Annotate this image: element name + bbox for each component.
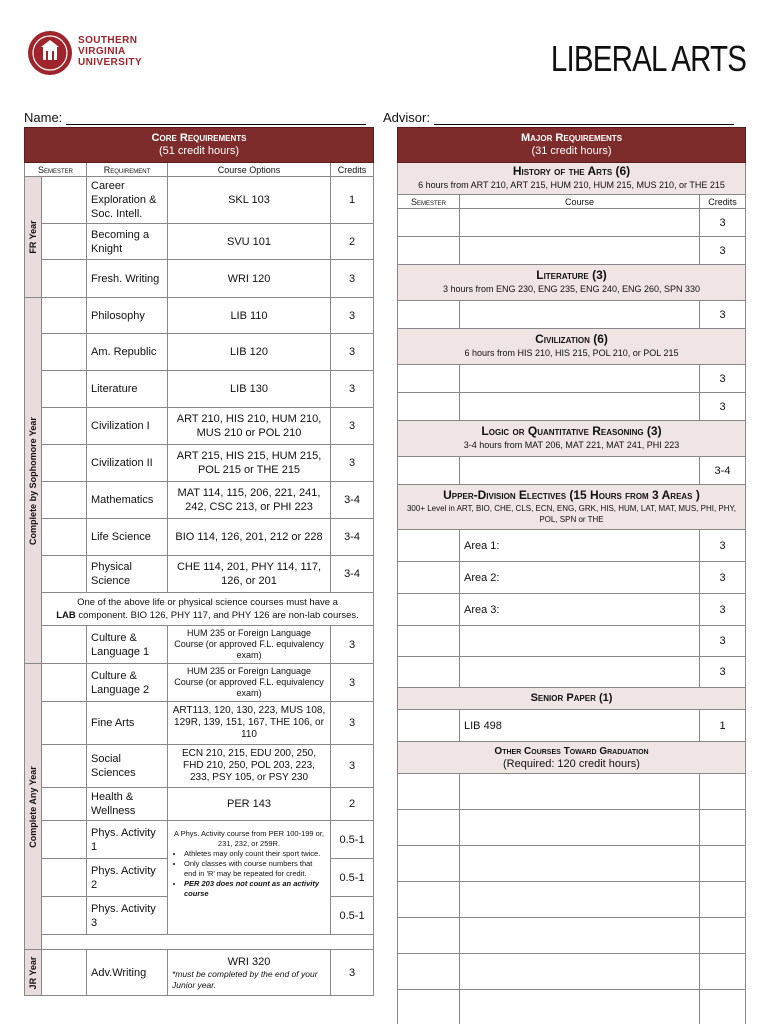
table-row (398, 990, 746, 1024)
name-blank[interactable] (66, 113, 366, 125)
table-row (398, 237, 746, 265)
semester-cell[interactable] (42, 371, 87, 408)
course-cell[interactable] (460, 301, 700, 329)
credits-cell: 2 (331, 788, 374, 821)
credits-cell: 0.5-1 (331, 897, 374, 935)
col-course-options: Course Options (168, 163, 331, 177)
course-cell[interactable] (460, 365, 700, 393)
credits-cell: 1 (700, 710, 746, 742)
civilization-section (398, 329, 746, 365)
credits-cell[interactable] (700, 918, 746, 954)
course-cell[interactable] (460, 457, 700, 485)
table-row (398, 594, 746, 626)
course-options-cell (168, 950, 331, 996)
table-row (25, 260, 374, 298)
credits-cell: 3 (331, 371, 374, 408)
logo-line: UNIVERSITY (78, 57, 143, 68)
name-label: Name: (24, 110, 63, 125)
side-label: JR Year (28, 956, 38, 989)
logo-line: VIRGINIA (78, 46, 126, 57)
section-subtitle: 3 hours from ENG 230, ENG 235, ENG 240, ENG 260, SPN 330 (442, 284, 701, 294)
advisor-label: Advisor: (383, 110, 430, 125)
credits-cell: 3 (331, 298, 374, 334)
table-row (25, 950, 374, 996)
semester-cell[interactable] (42, 224, 87, 260)
requirement-cell: Am. Republic (87, 334, 168, 371)
lab-note-text: One of the above life or physical science courses must have a (77, 597, 338, 608)
semester-cell[interactable] (42, 897, 87, 935)
table-row (398, 626, 746, 657)
pa-note-text: A Phys. Activity course from PER 100-199 or, 231, 232, or 259R. (173, 829, 325, 848)
pa-note-item: • Only classes with course numbers that end in 'R' may be repeated for credit. (184, 859, 326, 879)
requirement-cell: Phys. Activity 2 (87, 859, 168, 897)
credits-cell: 3 (700, 562, 746, 594)
phys-activity-note (168, 821, 331, 935)
core-title: Core Requirements (151, 132, 247, 144)
history-arts-section (398, 163, 746, 195)
credits-cell: 3 (700, 530, 746, 562)
course-options-cell: SKL 103 (168, 177, 331, 224)
table-row (398, 918, 746, 954)
course-option: WRI 320 (227, 955, 271, 968)
table-row (398, 657, 746, 688)
semester-cell[interactable] (398, 626, 460, 657)
semester-cell[interactable] (42, 519, 87, 556)
side-fr-year (25, 177, 42, 298)
credits-cell: 3 (700, 209, 746, 237)
course-options-cell: BIO 114, 126, 201, 212 or 228 (168, 519, 331, 556)
requirement-cell: Adv.Writing (87, 950, 168, 996)
table-row (398, 882, 746, 918)
requirement-cell: Phys. Activity 3 (87, 897, 168, 935)
core-subtitle: (51 credit hours) (158, 145, 240, 157)
table-row (398, 774, 746, 810)
table-row (25, 556, 374, 593)
credits-cell[interactable] (700, 882, 746, 918)
credits-cell: 3 (331, 702, 374, 745)
course-cell[interactable] (460, 954, 700, 990)
course-cell[interactable] (460, 393, 700, 421)
semester-cell[interactable] (398, 810, 460, 846)
credits-cell: 1 (331, 177, 374, 224)
section-subtitle: 6 hours from HIS 210, HIS 215, POL 210, or POL 215 (464, 348, 679, 358)
semester-cell[interactable] (42, 260, 87, 298)
table-row (25, 626, 374, 664)
semester-cell[interactable] (42, 821, 87, 859)
credits-cell: 3 (331, 334, 374, 371)
name-field[interactable] (24, 110, 366, 125)
course-options-cell: PER 143 (168, 788, 331, 821)
table-row (398, 301, 746, 329)
wri-note: *must be completed by the end of your Junior year. (172, 968, 318, 990)
table-row (25, 334, 374, 371)
credits-cell: 3-4 (331, 556, 374, 593)
semester-cell[interactable] (42, 702, 87, 745)
advisor-field[interactable] (383, 110, 734, 125)
area-cell[interactable] (460, 657, 700, 688)
table-row (25, 371, 374, 408)
requirement-cell: Health & Wellness (87, 788, 168, 821)
section-subtitle: 3-4 hours from MAT 206, MAT 221, MAT 241, PHI 223 (463, 440, 680, 450)
table-row (25, 702, 374, 745)
course-options-cell: WRI 120 (168, 260, 331, 298)
table-row (25, 224, 374, 260)
side-jr-year (25, 950, 42, 996)
semester-cell[interactable] (42, 177, 87, 224)
section-subtitle: (Required: 120 credit hours) (503, 757, 640, 770)
major-title: Major Requirements (520, 132, 623, 144)
requirement-cell: Career Exploration & Soc. Intell. (87, 177, 168, 224)
credits-cell: 3 (331, 950, 374, 996)
col-credits: Credits (331, 163, 374, 177)
requirement-cell: Civilization II (87, 445, 168, 482)
course-options-cell: CHE 114, 201, PHY 114, 117, 126, or 201 (168, 556, 331, 593)
credits-cell: 3 (700, 626, 746, 657)
core-header (25, 128, 374, 163)
table-row (398, 710, 746, 742)
course-options-cell: MAT 114, 115, 206, 221, 241, 242, CSC 213, or PHI 223 (168, 482, 331, 519)
semester-cell[interactable] (42, 556, 87, 593)
university-name (78, 35, 142, 68)
course-cell[interactable] (460, 237, 700, 265)
requirement-cell: Mathematics (87, 482, 168, 519)
semester-cell[interactable] (42, 950, 87, 996)
requirement-cell: Phys. Activity 1 (87, 821, 168, 859)
requirement-cell: Social Sciences (87, 745, 168, 788)
credits-cell[interactable] (700, 990, 746, 1024)
section-title: Civilization (6) (535, 332, 608, 346)
lab-note-bold: LAB (56, 610, 76, 621)
semester-cell[interactable] (398, 365, 460, 393)
course-cell[interactable]: LIB 498 (460, 710, 700, 742)
semester-cell[interactable] (42, 788, 87, 821)
side-any-year (25, 664, 42, 950)
credits-cell: 0.5-1 (331, 859, 374, 897)
table-row (25, 788, 374, 821)
course-options-cell: HUM 235 or Foreign Language Course (or approved F.L. equivalency exam) (168, 664, 331, 702)
credits-cell: 3 (700, 393, 746, 421)
course-cell[interactable] (460, 990, 700, 1024)
course-options-cell: SVU 101 (168, 224, 331, 260)
requirement-cell: Philosophy (87, 298, 168, 334)
area-cell[interactable]: Area 1: (460, 530, 700, 562)
semester-cell[interactable] (398, 657, 460, 688)
table-row (25, 664, 374, 702)
table-row (398, 810, 746, 846)
credits-cell: 3 (331, 626, 374, 664)
table-row (25, 482, 374, 519)
requirement-cell: Life Science (87, 519, 168, 556)
col-semester: Semester (25, 163, 87, 177)
logic-section (398, 421, 746, 457)
course-options-cell: LIB 120 (168, 334, 331, 371)
course-options-cell: ART 210, HIS 210, HUM 210, MUS 210 or POL 210 (168, 408, 331, 445)
pa-note-item: • Athletes may only count their sport twice. (184, 849, 326, 859)
credits-cell[interactable] (700, 810, 746, 846)
table-row (25, 821, 374, 859)
credits-cell: 3 (700, 657, 746, 688)
requirement-cell: Becoming a Knight (87, 224, 168, 260)
side-label: FR Year (28, 220, 38, 254)
table-row (398, 365, 746, 393)
upper-division-section (398, 485, 746, 530)
semester-cell[interactable] (398, 990, 460, 1024)
semester-cell[interactable] (398, 954, 460, 990)
other-courses-section (398, 742, 746, 774)
credits-cell[interactable] (700, 954, 746, 990)
core-requirements-table (24, 127, 374, 996)
semester-cell[interactable] (42, 298, 87, 334)
credits-cell: 3 (331, 445, 374, 482)
col-credits: Credits (700, 195, 746, 209)
table-row (398, 562, 746, 594)
credits-cell: 3 (331, 745, 374, 788)
course-options-cell: LIB 130 (168, 371, 331, 408)
requirement-cell: Physical Science (87, 556, 168, 593)
course-cell[interactable] (460, 882, 700, 918)
semester-cell[interactable] (42, 859, 87, 897)
requirement-cell: Culture & Language 1 (87, 626, 168, 664)
requirement-cell: Fine Arts (87, 702, 168, 745)
table-row (398, 846, 746, 882)
credits-cell[interactable] (700, 846, 746, 882)
logo-line: SOUTHERN (78, 35, 138, 46)
semester-cell[interactable] (398, 882, 460, 918)
course-options-cell: ECN 210, 215, EDU 200, 250, FHD 210, 250, POL 203, 223, 233, PSY 105, or PSY 230 (168, 745, 331, 788)
side-sophomore-year (25, 298, 42, 664)
section-title: Senior Paper (1) (530, 692, 613, 704)
course-cell[interactable] (460, 810, 700, 846)
side-label: Complete by Sophomore Year (28, 416, 38, 545)
semester-cell[interactable] (398, 301, 460, 329)
credits-cell: 3 (700, 594, 746, 626)
semester-cell[interactable] (398, 774, 460, 810)
spacer (42, 935, 374, 950)
semester-cell[interactable] (398, 594, 460, 626)
course-cell[interactable] (460, 918, 700, 954)
lab-note (42, 593, 374, 626)
major-subtitle: (31 credit hours) (531, 145, 612, 157)
section-title: Logic or Quantitative Reasoning (3) (481, 424, 662, 438)
course-options-cell: ART113, 120, 130, 223, MUS 108, 129R, 139, 151, 167, THE 106, or 110 (168, 702, 331, 745)
lab-note-row (25, 593, 374, 626)
credits-cell: 3 (700, 365, 746, 393)
pa-note-list (184, 849, 326, 899)
table-row (398, 209, 746, 237)
table-row (398, 530, 746, 562)
major-requirements-table (397, 127, 746, 1024)
table-row (25, 408, 374, 445)
credits-cell: 0.5-1 (331, 821, 374, 859)
section-title: History of the Arts (6) (512, 164, 631, 178)
semester-cell[interactable] (42, 408, 87, 445)
semester-cell[interactable] (398, 846, 460, 882)
semester-cell[interactable] (398, 530, 460, 562)
semester-cell[interactable] (398, 918, 460, 954)
credits-cell: 3 (331, 664, 374, 702)
semester-cell[interactable] (398, 393, 460, 421)
requirement-cell: Culture & Language 2 (87, 664, 168, 702)
col-requirement: Requirement (87, 163, 168, 177)
advisor-blank[interactable] (434, 113, 734, 125)
credits-cell: 3-4 (331, 519, 374, 556)
table-row (398, 457, 746, 485)
section-subtitle: 300+ Level in ART, BIO, CHE, CLS, ECN, ENG, GRK, HIS, HUM, LAT, MAT, MUS, PHI, PHY, POL, SPN or THE (406, 503, 737, 524)
section-title: Other Courses Toward Graduation (494, 745, 649, 757)
requirement-cell: Literature (87, 371, 168, 408)
course-cell[interactable] (460, 209, 700, 237)
major-header (398, 128, 746, 163)
semester-cell[interactable] (398, 237, 460, 265)
course-cell[interactable] (460, 846, 700, 882)
svu-seal-icon (27, 30, 73, 76)
course-cell[interactable] (460, 774, 700, 810)
credits-cell: 3 (331, 260, 374, 298)
credits-cell[interactable] (700, 774, 746, 810)
semester-cell[interactable] (42, 445, 87, 482)
page-title: LIBERAL ARTS (550, 38, 746, 79)
lab-note-text: component. BIO 126, PHY 117, and PHY 126 are non-lab courses. (78, 610, 359, 621)
side-label: Complete Any Year (28, 765, 38, 848)
semester-cell[interactable] (42, 334, 87, 371)
table-row (398, 954, 746, 990)
semester-cell[interactable] (398, 209, 460, 237)
semester-cell[interactable] (42, 745, 87, 788)
credits-cell: 3-4 (331, 482, 374, 519)
semester-cell[interactable] (398, 562, 460, 594)
section-subtitle: 6 hours from ART 210, ART 215, HUM 210, HUM 215, MUS 210, or THE 215 (418, 180, 725, 190)
area-cell[interactable]: Area 2: (460, 562, 700, 594)
requirement-cell: Fresh. Writing (87, 260, 168, 298)
course-options-cell: ART 215, HIS 215, HUM 215, POL 215 or THE 215 (168, 445, 331, 482)
section-title: Upper-Division Electives (15 Hours from 3 Areas ) (443, 487, 700, 502)
table-row (25, 298, 374, 334)
pa-note-item: • PER 203 does not count as an activity course (184, 879, 326, 899)
col-semester: Semester (398, 195, 460, 209)
credits-cell: 3-4 (700, 457, 746, 485)
credits-cell: 3 (331, 408, 374, 445)
table-row (25, 445, 374, 482)
table-row (25, 519, 374, 556)
semester-cell[interactable] (42, 626, 87, 664)
credits-cell: 2 (331, 224, 374, 260)
table-row (25, 745, 374, 788)
area-cell[interactable]: Area 3: (460, 594, 700, 626)
section-title: Literature (3) (536, 268, 607, 282)
semester-cell[interactable] (398, 457, 460, 485)
requirement-cell: Civilization I (87, 408, 168, 445)
senior-paper-section (398, 688, 746, 710)
semester-cell[interactable] (42, 664, 87, 702)
table-row (398, 393, 746, 421)
credits-cell: 3 (700, 301, 746, 329)
area-cell[interactable] (460, 626, 700, 657)
course-options-cell: HUM 235 or Foreign Language Course (or approved F.L. equivalency exam) (168, 626, 331, 664)
course-options-cell: LIB 110 (168, 298, 331, 334)
table-row (25, 177, 374, 224)
semester-cell[interactable] (42, 482, 87, 519)
col-course: Course (460, 195, 700, 209)
semester-cell[interactable] (398, 710, 460, 742)
credits-cell: 3 (700, 237, 746, 265)
literature-section (398, 265, 746, 301)
